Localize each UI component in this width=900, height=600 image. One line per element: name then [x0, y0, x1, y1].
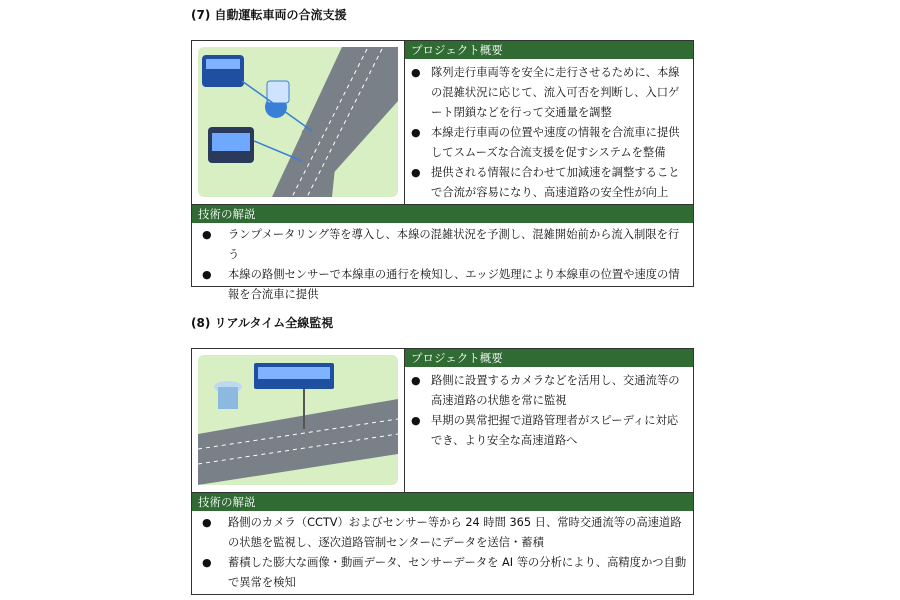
overview-item: ● 隊列走行車両等を安全に走行させるために、本線の混雑状況に応じて、流入可否を判断し、入口ゲート閉鎖などを行って交通量を調整 — [411, 63, 687, 123]
overview-item: ● 本線走行車両の位置や速度の情報を合流車に提供してスムーズな合流支援を促すシステムを整備 — [411, 123, 687, 163]
overview-item: ● 提供される情報に合わせて加減速を調整することで合流が容易になり、高速道路の安全性が向上 — [411, 163, 687, 203]
merge-support-illustration — [192, 41, 405, 204]
section-8-table — [191, 348, 694, 595]
tech-item: ● 路側のカメラ（CCTV）およびセンサー等から 24 時間 365 日、常時交通流等の高速道路の状態を監視し、逐次道路管制センターにデータを送信・蓄積 — [198, 513, 687, 553]
overview-header: プロジェクト概要 — [405, 41, 693, 59]
monitoring-illustration — [192, 349, 405, 492]
tech-item: ● 本線の路側センサーで本線車の通行を検知し、エッジ処理により本線車の位置や速度の情報を合流車に提供 — [198, 265, 687, 305]
overview-item: ● 早期の異常把握で道路管理者がスピーディに対応でき、より安全な高速道路へ — [411, 411, 687, 451]
section-8-title: (8) リアルタイム全線監視 — [191, 316, 334, 330]
overview-header: プロジェクト概要 — [405, 349, 693, 367]
tech-item: ● 蓄積した膨大な画像・動画データ、センサーデータを AI 等の分析により、高精度かつ自動で異常を検知 — [198, 553, 687, 593]
tech-item: ● ランプメータリング等を導入し、本線の混雑状況を予測し、混雑開始前から流入制限を行う — [198, 225, 687, 265]
section-7-table — [191, 40, 694, 301]
section-7-title: (7) 自動運転車両の合流支援 — [191, 8, 347, 22]
tech-header: 技術の解説 — [192, 205, 693, 223]
tech-header: 技術の解説 — [192, 493, 693, 511]
overview-item: ● 路側に設置するカメラなどを活用し、交通流等の高速道路の状態を常に監視 — [411, 371, 687, 411]
